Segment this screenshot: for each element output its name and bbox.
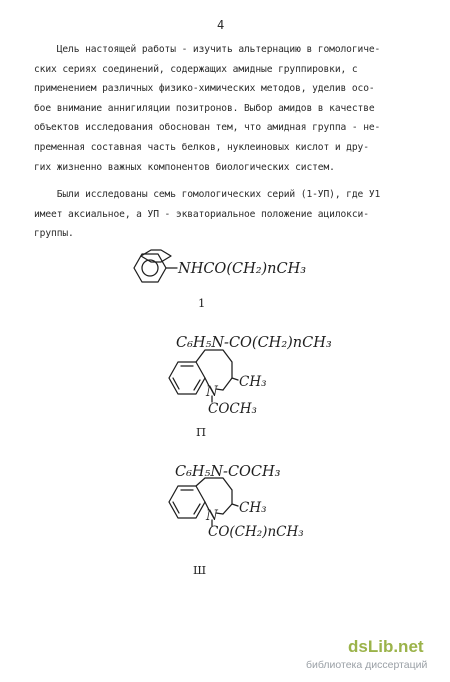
- text-line: гих жизненно важных компонентов биологических систем.: [34, 161, 335, 173]
- formula-2-ring-nitrogen: N: [206, 384, 218, 400]
- page-number: 4: [217, 18, 225, 32]
- formula-3-methyl: CH₃: [239, 500, 267, 516]
- formula-1-label: 1: [198, 296, 206, 310]
- text-line: имеет аксиальное, а УП - экваториальное положение ацилокси-: [34, 208, 369, 220]
- text-line: объектов исследования обоснован тем, что амидная группа - не-: [34, 122, 381, 134]
- formula-1-substituent: NHCO(CH₂)nCH₃: [178, 261, 307, 277]
- benzo-ring: [169, 362, 205, 394]
- benzene-ring-outline: [134, 254, 166, 282]
- text-line: группы.: [34, 228, 74, 240]
- formula-3-label: Ш: [193, 563, 207, 577]
- methyl-bond: [232, 378, 238, 380]
- benzene-ring: [141, 250, 171, 262]
- formula-2-top-group: C₆H₅N-CO(CH₂)nCH₃: [176, 335, 332, 351]
- watermark-subtitle: библиотека диссертаций: [306, 659, 428, 671]
- text-line: применением различных физико-химических методов, уделив осо-: [34, 83, 375, 95]
- formula-3: [169, 464, 304, 577]
- formula-2: [169, 335, 332, 439]
- formula-2-methyl: CH₃: [239, 374, 267, 390]
- text-line: ских сериях соединений, содержащих амидные группировки, с: [34, 63, 358, 75]
- aromatic-circle: [142, 260, 158, 276]
- formula-3-ring-nitrogen: N: [206, 508, 218, 524]
- formula-3-n-substituent: CO(CH₂)nCH₃: [208, 524, 304, 540]
- text-line: Были исследованы семь гомологических серий (1-УП), где У1: [34, 189, 381, 200]
- watermark-name: dsLib.net: [348, 637, 424, 656]
- text-line: пременная составная часть белков, нуклеиновых кислот и дру-: [34, 141, 369, 153]
- formula-2-n-substituent: COCH₃: [208, 401, 257, 417]
- formula-1: [134, 250, 306, 310]
- methyl-bond: [232, 504, 238, 506]
- text-line: бое внимание аннигиляции позитронов. Выбор амидов в качестве: [34, 102, 375, 114]
- text-line: Цель настоящей работы - изучить альтернацию в гомологиче-: [34, 44, 381, 55]
- watermark: [306, 637, 427, 671]
- formula-3-top-group: C₆H₅N-COCH₃: [175, 464, 281, 480]
- benzo-ring: [169, 486, 205, 518]
- formula-2-label: П: [196, 425, 207, 439]
